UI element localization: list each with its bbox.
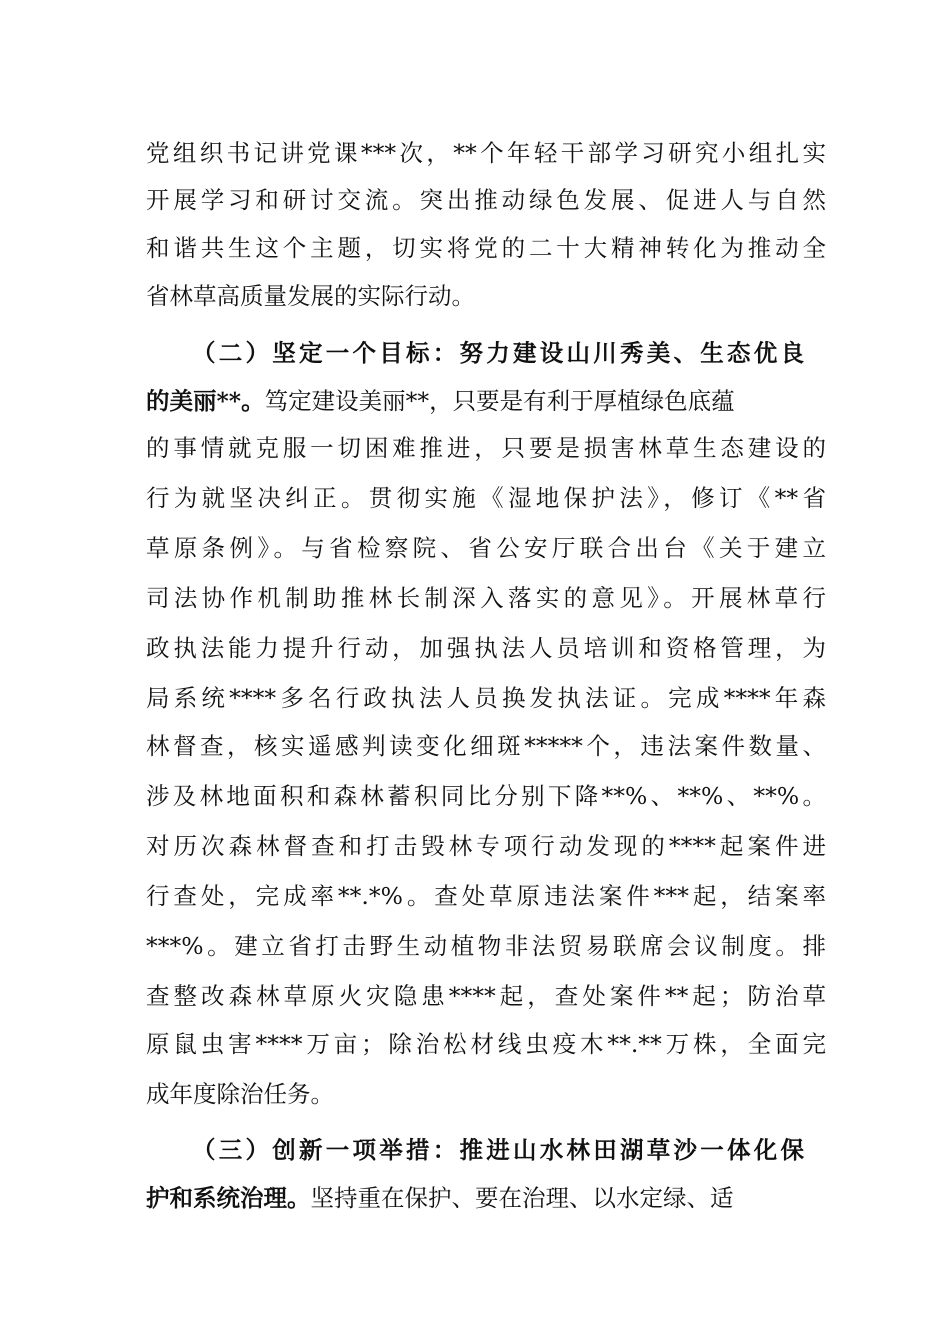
section-heading-2: （二）坚定一个目标：努力建设山川秀美、生态优良	[192, 339, 804, 367]
body-text-line: 查整改森林草原火灾隐患****起，查处案件**起；防治草	[146, 982, 826, 1010]
body-text-line: 政执法能力提升行动，加强执法人员培训和资格管理，为	[146, 634, 826, 662]
body-text-line: 行查处，完成率**.*%。查处草原违法案件***起，结案率	[146, 882, 826, 910]
section-heading-3: （三）创新一项举措：推进山水林田湖草沙一体化保	[192, 1136, 804, 1164]
body-text-line: 和谐共生这个主题，切实将党的二十大精神转化为推动全	[146, 234, 826, 262]
body-text-run: 坚持重在保护、要在治理、以水定绿、适	[310, 1184, 734, 1212]
body-text-line: 原鼠虫害****万亩；除治松材线虫疫木**.**万株，全面完	[146, 1030, 826, 1058]
body-text-line: 省林草高质量发展的实际行动。	[146, 282, 475, 310]
body-text-line: 局系统****多名行政执法人员换发执法证。完成****年森	[146, 684, 826, 712]
body-text-line: ***%。建立省打击野生动植物非法贸易联席会议制度。排	[146, 932, 826, 960]
body-text-line: 行为就坚决纠正。贯彻实施《湿地保护法》，修订《**省	[146, 484, 826, 512]
body-text-line: 开展学习和研讨交流。突出推动绿色发展、促进人与自然	[146, 186, 826, 214]
section-heading-3-end: 护和系统治理。	[146, 1184, 311, 1212]
body-text-line: 林督查，核实遥感判读变化细斑*****个，违法案件数量、	[146, 732, 826, 760]
body-text-line: 司法协作机制助推林长制深入落实的意见》。开展林草行	[146, 584, 826, 612]
body-text-line: 涉及林地面积和森林蓄积同比分别下降**%、**%、**%。	[146, 782, 826, 810]
body-text-line: 党组织书记讲党课***次，**个年轻干部学习研究小组扎实	[146, 139, 826, 167]
body-text-line	[146, 381, 826, 421]
body-text-line: 对历次森林督查和打击毁林专项行动发现的****起案件进	[146, 832, 826, 860]
body-text-line: 的事情就克服一切困难推进，只要是损害林草生态建设的	[146, 434, 826, 462]
body-text-line	[146, 1178, 826, 1218]
section-heading-2-end: 的美丽**。	[146, 387, 265, 415]
body-text-run: 笃定建设美丽**，只要是有利于厚植绿色底蕴	[264, 387, 735, 415]
body-text-line: 草原条例》。与省检察院、省公安厅联合出台《关于建立	[146, 534, 826, 562]
body-text-line: 成年度除治任务。	[146, 1080, 334, 1108]
